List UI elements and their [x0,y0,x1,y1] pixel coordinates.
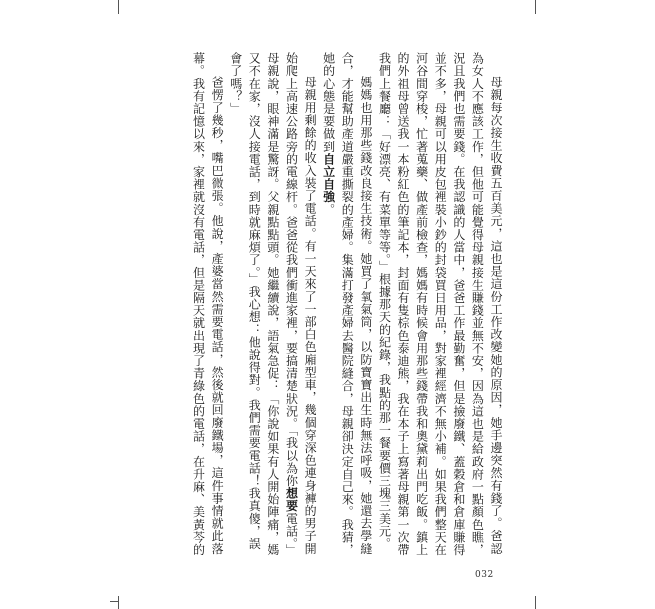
crop-mark-bottom-left-v [118,596,119,609]
paragraph-text: 母親每次接生收費五百美元，這也是這份工作改變她的原因，她手邊突然有錢了。爸認為女人不應該工作，但他可能覺得母親接生賺錢並無不安，因為這也是給政府一點顏色瞧，況且我們也需要錢。在我認識的人當中，爸爸工作最勤奮，但是撿廢鐵、蓋穀倉和倉庫賺得並不多，母親可以用皮包裡裝小鈔的封袋買日用品，對家裡經濟不無小補。如果我們整天在河谷間穿梭，忙著蒐藥、做產前檢查，媽媽有時候會用那些錢帶我和奧黛莉出門吃飯。鎮上的外祖母曾送我一本粉紅色的筆記本，封面有隻棕色泰迪熊，我在本子上寫著母親第一次帶我們上餐廳：「好漂亮、有菜單等等。」根據那天的紀錄，我點的那一餐要價三塊三美元。 [377,52,503,556]
paragraph-text: 。 [321,203,336,216]
crop-mark-bottom-left-h [110,601,119,602]
crop-mark-bottom-right [535,596,536,609]
paragraph [375,52,505,562]
paragraph-text: 爸愣了幾秒，嘴巴微張。他說，產婆當然需要電話，然後就回廢鐵場，這件事情就此落幕。我有記憶以來，家裡就沒有電話，但是隔天就出現了青綠色的電話，在升麻、美黃芩的 [191,52,225,556]
crop-mark-top-left [118,0,119,14]
bold-phrase: 自立自強 [321,152,336,204]
page-number: 032 [475,570,494,580]
body-text [189,52,505,562]
paragraph [189,52,226,562]
bold-phrase: 想要 [284,487,299,513]
paragraph [226,52,319,562]
paragraph-text: 母親用剩餘的收入裝了電話。有一天來了一部白色廂型車，幾個穿深色連身褲的男子開始爬上高速公路旁的電線杆。爸爸從我們衝進家裡，要搞清楚狀況。「我以為你 [284,52,318,555]
paragraph-text: 媽媽也用那些錢改良接生技術。她買了氧氣筒，以防寶寶出生時無法呼吸，她還去學縫合，才能幫助產道嚴重撕裂的產婦。集滿打發產婦去醫院縫合，母親卻決定自己來。我猜，她的心態是要做到 [321,52,373,556]
paragraph-text: 電話。」母親說，眼神滿是驚訝。父親點點頭。她繼續說，語氣急促：「你說如果有人開始陣痛，媽又不在家，沒人接電話，到時就麻煩了。」我心想：他說得對。我們需要電話！我真傻，誤會了嗎？」 [228,52,299,557]
paragraph [319,52,375,562]
crop-mark-top-right [535,0,536,14]
